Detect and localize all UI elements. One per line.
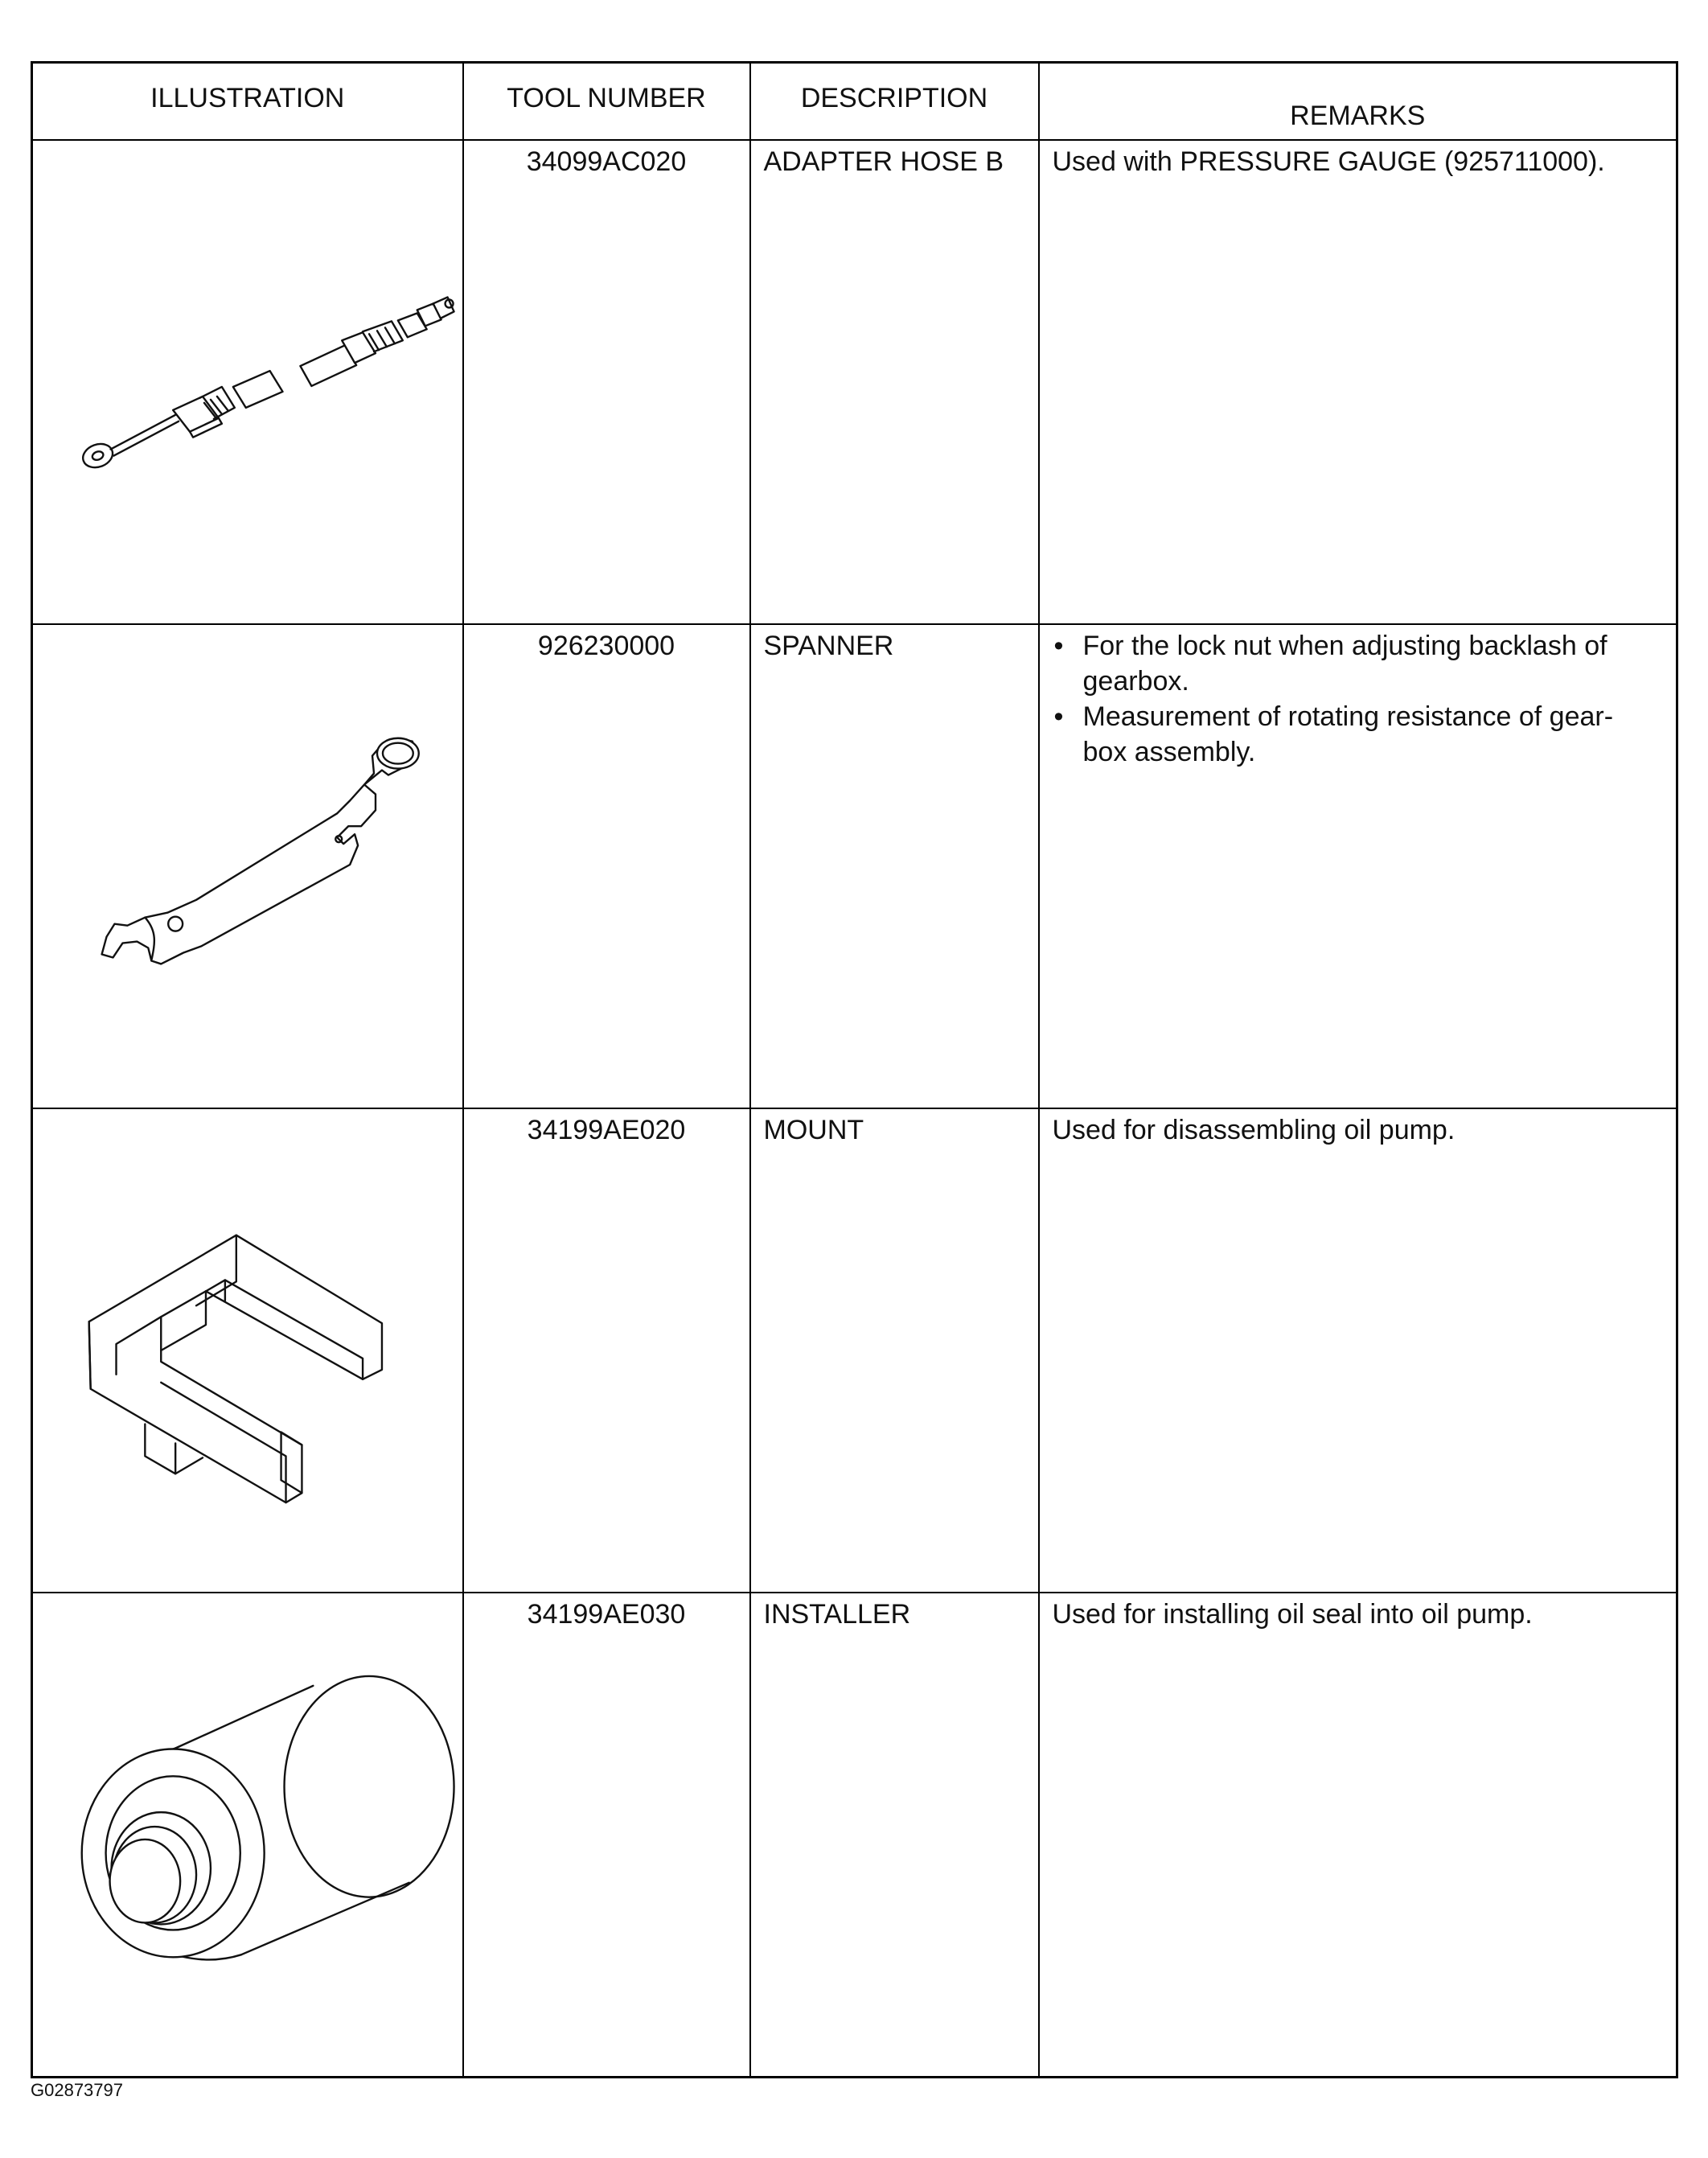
tool-number-cell xyxy=(463,1593,750,2078)
illustration-cell xyxy=(32,624,463,1108)
remark-text: Measurement of rotating resistance of gear-box assembly. xyxy=(1082,701,1614,767)
remarks-cell xyxy=(1039,1593,1677,2078)
tool-number-cell xyxy=(463,140,750,624)
remark-text: For the lock nut when adjusting backlash of gearbox. xyxy=(1082,631,1607,697)
illustration-cell xyxy=(32,140,463,624)
remark-bullet xyxy=(1053,628,1654,699)
table-row xyxy=(32,1108,1677,1593)
remarks-cell xyxy=(1039,624,1677,1108)
tool-number: 926230000 xyxy=(537,631,675,661)
spanner-icon xyxy=(33,625,462,1108)
description: INSTALLER xyxy=(763,1599,911,1630)
tool-number: 34199AE030 xyxy=(527,1599,686,1630)
tool-number: 34199AE020 xyxy=(527,1115,686,1145)
table-row xyxy=(32,1593,1677,2078)
description: ADAPTER HOSE B xyxy=(763,146,1004,177)
illustration-cell xyxy=(32,1593,463,2078)
illustration-cell xyxy=(32,1108,463,1593)
header-tool-number: TOOL NUMBER xyxy=(463,63,750,141)
remark-bullet xyxy=(1053,699,1654,770)
figure-id: G02873797 xyxy=(31,2080,123,2100)
header-row xyxy=(32,63,1677,141)
adapter-hose-icon xyxy=(33,141,462,623)
description-cell xyxy=(750,1108,1039,1593)
description-cell xyxy=(750,140,1039,624)
remark-text: Used with PRESSURE GAUGE (925711000). xyxy=(1052,146,1605,177)
header-illustration: ILLUSTRATION xyxy=(32,63,463,141)
installer-icon xyxy=(33,1593,462,2076)
bullet-icon: • xyxy=(1053,631,1064,661)
bullet-icon: • xyxy=(1053,701,1064,732)
table-row xyxy=(32,140,1677,624)
description: SPANNER xyxy=(763,631,894,661)
description-cell xyxy=(750,1593,1039,2078)
tool-number-cell xyxy=(463,624,750,1108)
remarks-cell xyxy=(1039,140,1677,624)
tool-number: 34099AC020 xyxy=(526,146,687,177)
special-tools-table xyxy=(31,61,1678,2078)
header-remarks: REMARKS xyxy=(1039,63,1677,141)
description: MOUNT xyxy=(763,1115,864,1145)
table-row xyxy=(32,624,1677,1108)
description-cell xyxy=(750,624,1039,1108)
header-description: DESCRIPTION xyxy=(750,63,1039,141)
remark-text: Used for installing oil seal into oil pump. xyxy=(1052,1599,1533,1630)
remark-text: Used for disassembling oil pump. xyxy=(1052,1115,1455,1145)
mount-icon xyxy=(33,1109,462,1592)
tool-number-cell xyxy=(463,1108,750,1593)
remarks-cell xyxy=(1039,1108,1677,1593)
